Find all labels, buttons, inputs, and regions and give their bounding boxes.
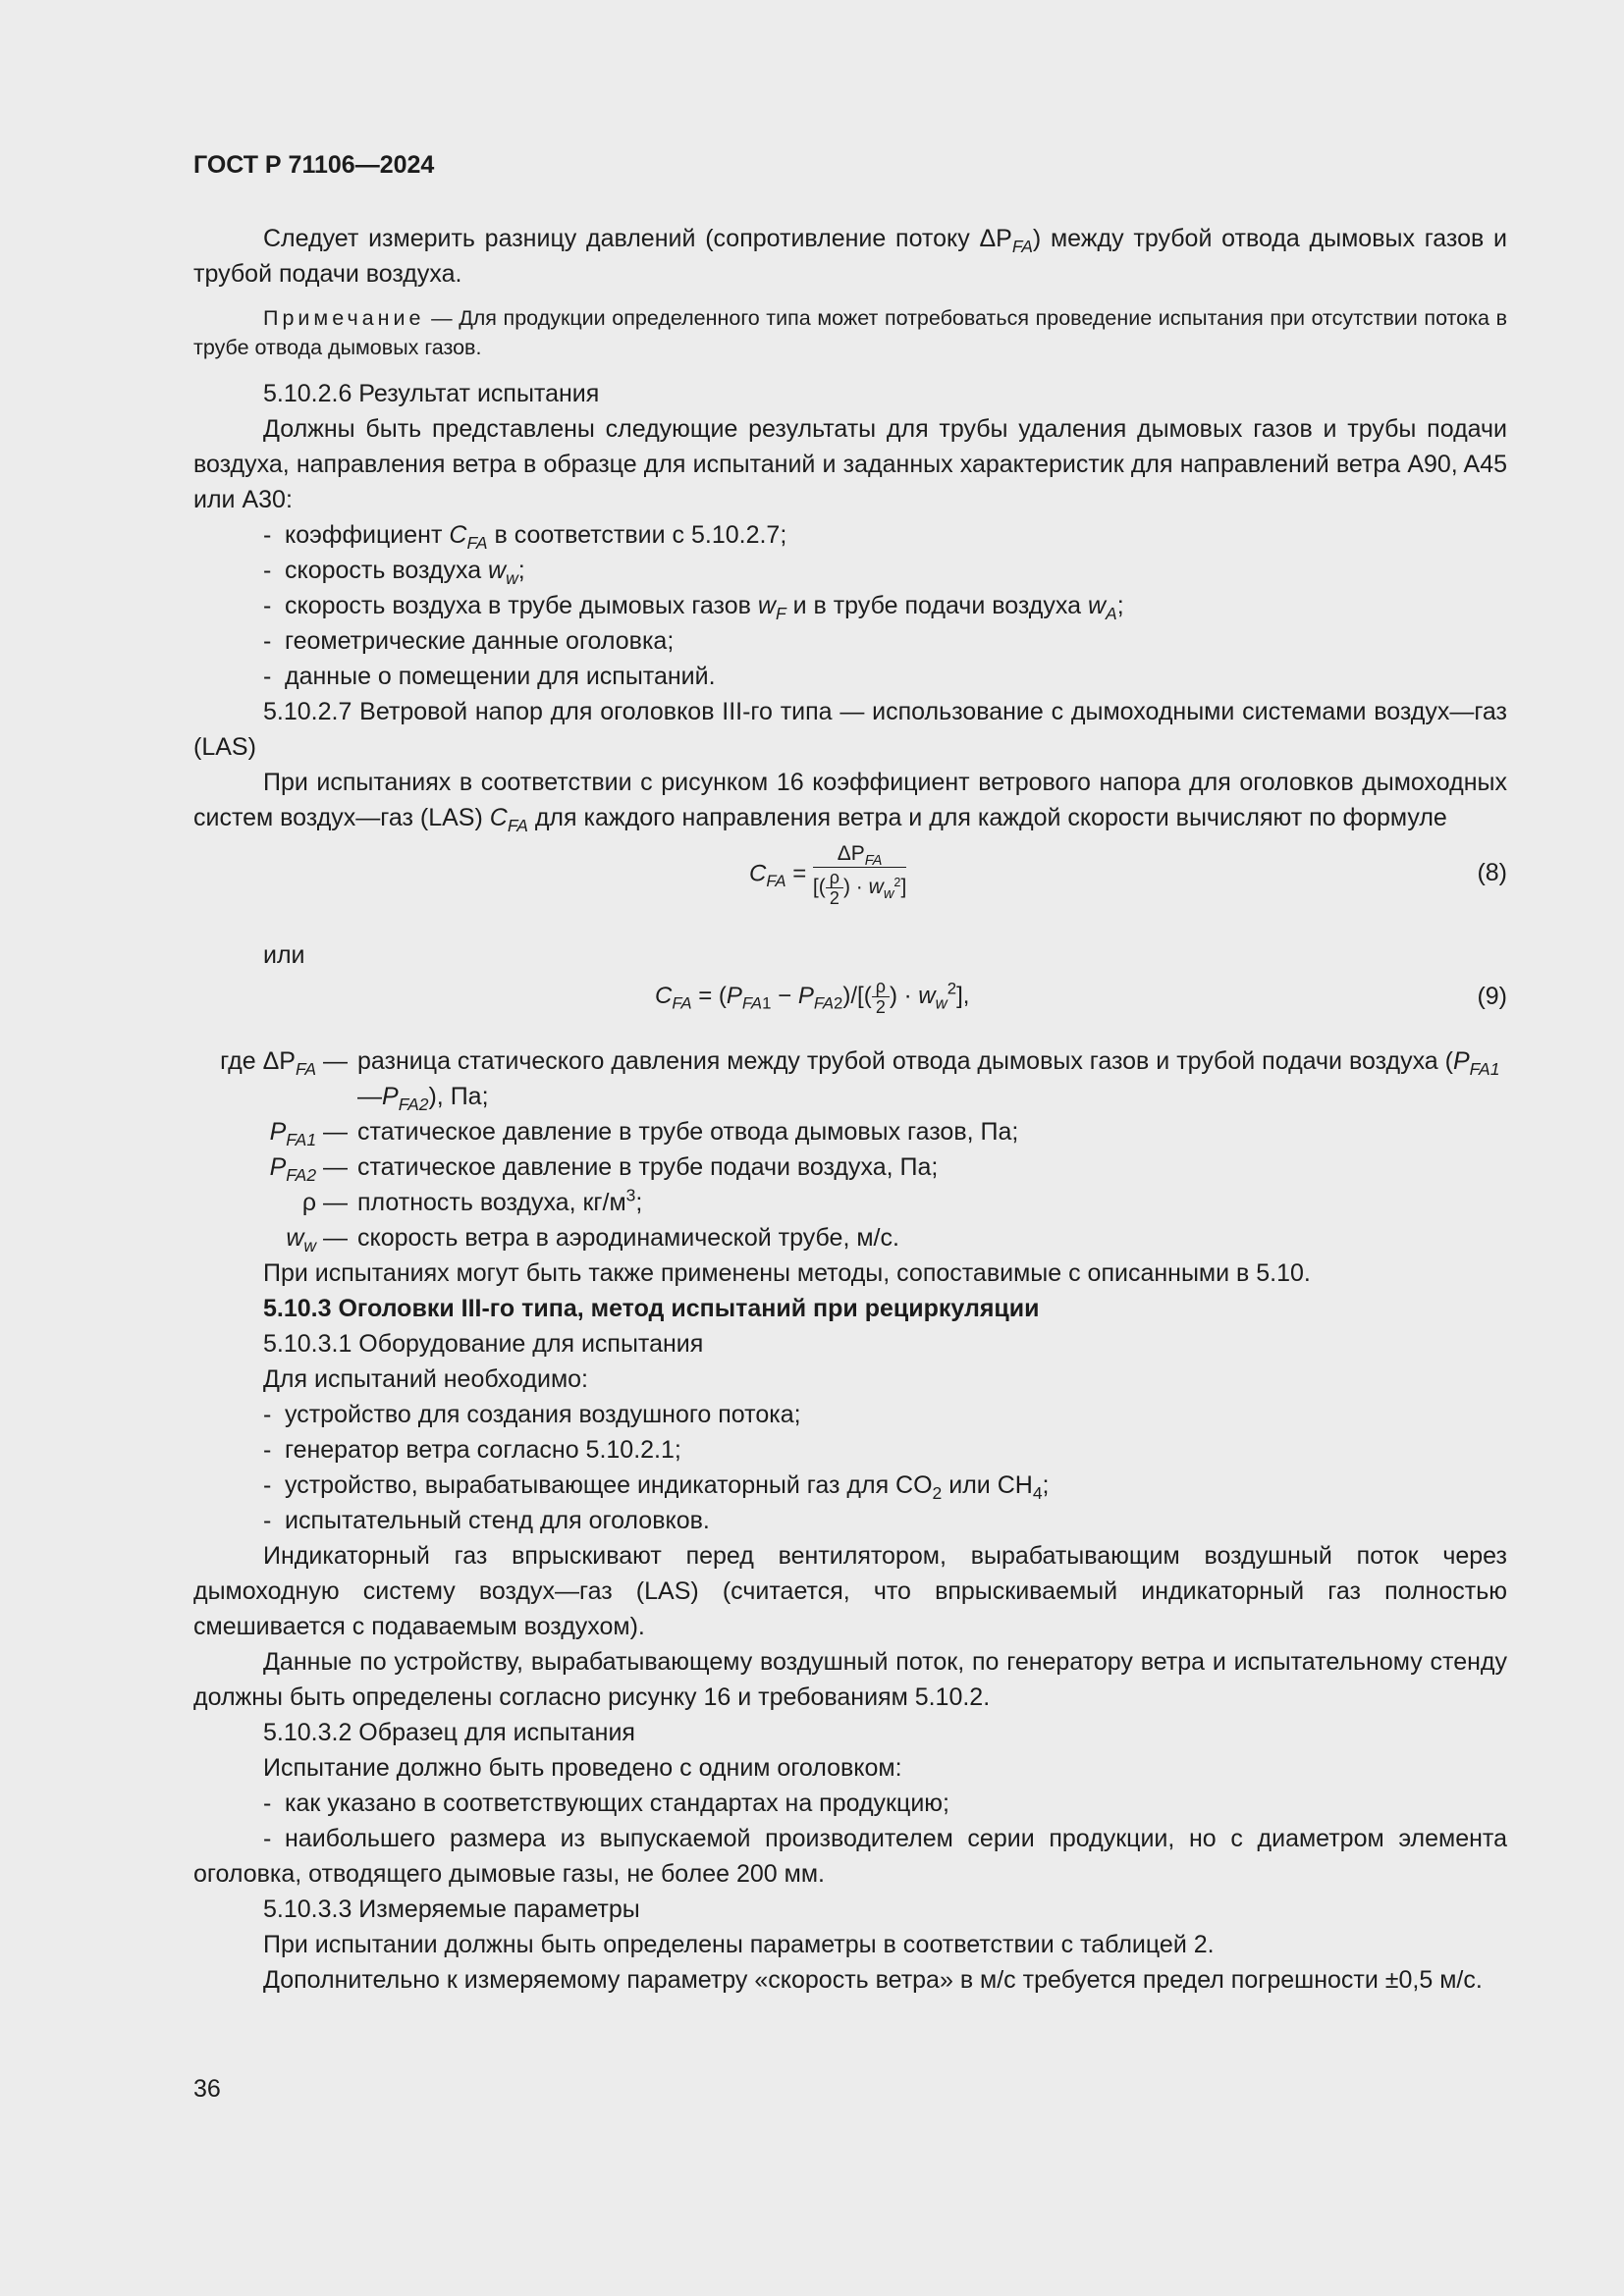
definition-row: $P_{FA1}$ — статическое давление в трубе отвода дымовых газов, Па;: [269, 1118, 1019, 1150]
formula-8: $C_{FA}$ = $\Delta P_{FA}$ [( $\frac{\rho}{2}$ ) · $w_w^2$]: [749, 842, 907, 908]
list-item: - наибольшего размера из выпускаемой производителем серии продукции, но с диаметром элемента оголовка, отводящего дымовые газы, не более 200 мм.: [193, 1825, 1507, 1888]
document-header: ГОСТ Р 71106—2024: [193, 151, 435, 179]
section-heading: 5.10.3.2 Образец для испытания: [263, 1719, 635, 1746]
list-item: - коэффициент $C_{FA}$ в соответствии с 5.10.2.7;: [263, 521, 787, 554]
equation-number: (9): [1477, 983, 1507, 1010]
list-item: - генератор ветра согласно 5.10.2.1;: [263, 1436, 681, 1464]
section-heading: 5.10.3 Оголовки III-го типа, метод испытаний при рециркуляции: [263, 1295, 1040, 1322]
equation-8: [193, 835, 1507, 934]
list-item: - скорость воздуха $w_w$;: [263, 557, 525, 589]
definition-row: $P_{FA2}$ — статическое давление в трубе подачи воздуха, Па;: [269, 1153, 939, 1186]
paragraph: Следует измерить разницу давлений (сопротивление потоку $\Delta P_{FA}$) между трубой отвода дымовых газов и трубой подачи воздуха.: [193, 225, 1507, 288]
symbol-definitions: [193, 1043, 1507, 1255]
section-heading: 5.10.2.6 Результат испытания: [263, 380, 600, 407]
definition-row: $w_w$ — скорость ветра в аэродинамической трубе, м/с.: [286, 1224, 899, 1256]
list-item: - устройство, вырабатывающее индикаторный газ для $CO_2$ или $CH_4$;: [263, 1471, 1050, 1504]
equation-9: [193, 973, 1507, 1043]
document-body: [193, 221, 1507, 1998]
list-item: - скорость воздуха в трубе дымовых газов $w_F$ и в трубе подачи воздуха $w_A$;: [263, 592, 1124, 624]
paragraph: При испытании должны быть определены параметры в соответствии с таблицей 2.: [263, 1931, 1215, 1958]
definition-row: ρ — плотность воздуха, $кг/м^3$;: [301, 1185, 643, 1216]
paragraph: При испытаниях в соответствии с рисунком 16 коэффициент ветрового напора для оголовков дымоходных систем воздух—газ (LAS) $C_{FA}$ для каждого направления ветра и для каждой скорости вычисляют по формуле: [193, 769, 1507, 836]
note: Примечание — Для продукции определенного типа может потребоваться проведение испытания при отсутствии потока в трубе отвода дымовых газов.: [193, 306, 1507, 359]
paragraph: Испытание должно быть проведено с одним оголовком:: [263, 1754, 902, 1782]
formula-9: $C_{FA} = (P_{FA1} - P_{FA2})/$[( $\frac{\rho}{2}$ ) · $w_w^2$],: [655, 977, 970, 1017]
paragraph: Для испытаний необходимо:: [263, 1365, 588, 1393]
page-number: 36: [193, 2075, 221, 2103]
section-heading: 5.10.3.1 Оборудование для испытания: [263, 1330, 704, 1358]
list-item: - данные о помещении для испытаний.: [263, 663, 716, 690]
paragraph: Данные по устройству, вырабатывающему воздушный поток, по генератору ветра и испытательному стенду должны быть определены согласно рисунку 16 и требованиям 5.10.2.: [193, 1648, 1507, 1711]
paragraph: Дополнительно к измеряемому параметру «скорость ветра» в м/с требуется предел погрешности ±0,5 м/с.: [263, 1966, 1483, 1994]
list-item: - испытательный стенд для оголовков.: [263, 1507, 710, 1534]
section-heading: 5.10.2.7 Ветровой напор для оголовков III-го типа — использование с дымоходными системами воздух—газ (LAS): [193, 698, 1507, 761]
list-item: - геометрические данные оголовка;: [263, 627, 675, 655]
equation-number: (8): [1477, 859, 1507, 886]
section-heading: 5.10.3.3 Измеряемые параметры: [263, 1896, 640, 1923]
paragraph: При испытаниях могут быть также применены методы, сопоставимые с описанными в 5.10.: [263, 1259, 1311, 1287]
paragraph: Индикаторный газ впрыскивают перед вентилятором, вырабатывающим воздушный поток через дымоходную систему воздух—газ (LAS) (считается, что впрыскиваемый индикаторный газ полностью смешивается с подаваемым воздухом).: [193, 1542, 1507, 1640]
paragraph: Должны быть представлены следующие результаты для трубы удаления дымовых газов и трубы подачи воздуха, направления ветра в образце для испытаний и заданных характеристик для направлений ветра A90, A45 или A30:: [193, 415, 1507, 513]
paragraph: или: [263, 941, 305, 969]
list-item: - как указано в соответствующих стандартах на продукцию;: [263, 1789, 949, 1817]
definition-row: где $\Delta P_{FA}$ — разница статического давления между трубой отвода дымовых газов и трубой подачи воздуха $(P_{FA1}—P_{FA2})$, Па;: [220, 1047, 1500, 1115]
list-item: - устройство для создания воздушного потока;: [263, 1401, 801, 1428]
